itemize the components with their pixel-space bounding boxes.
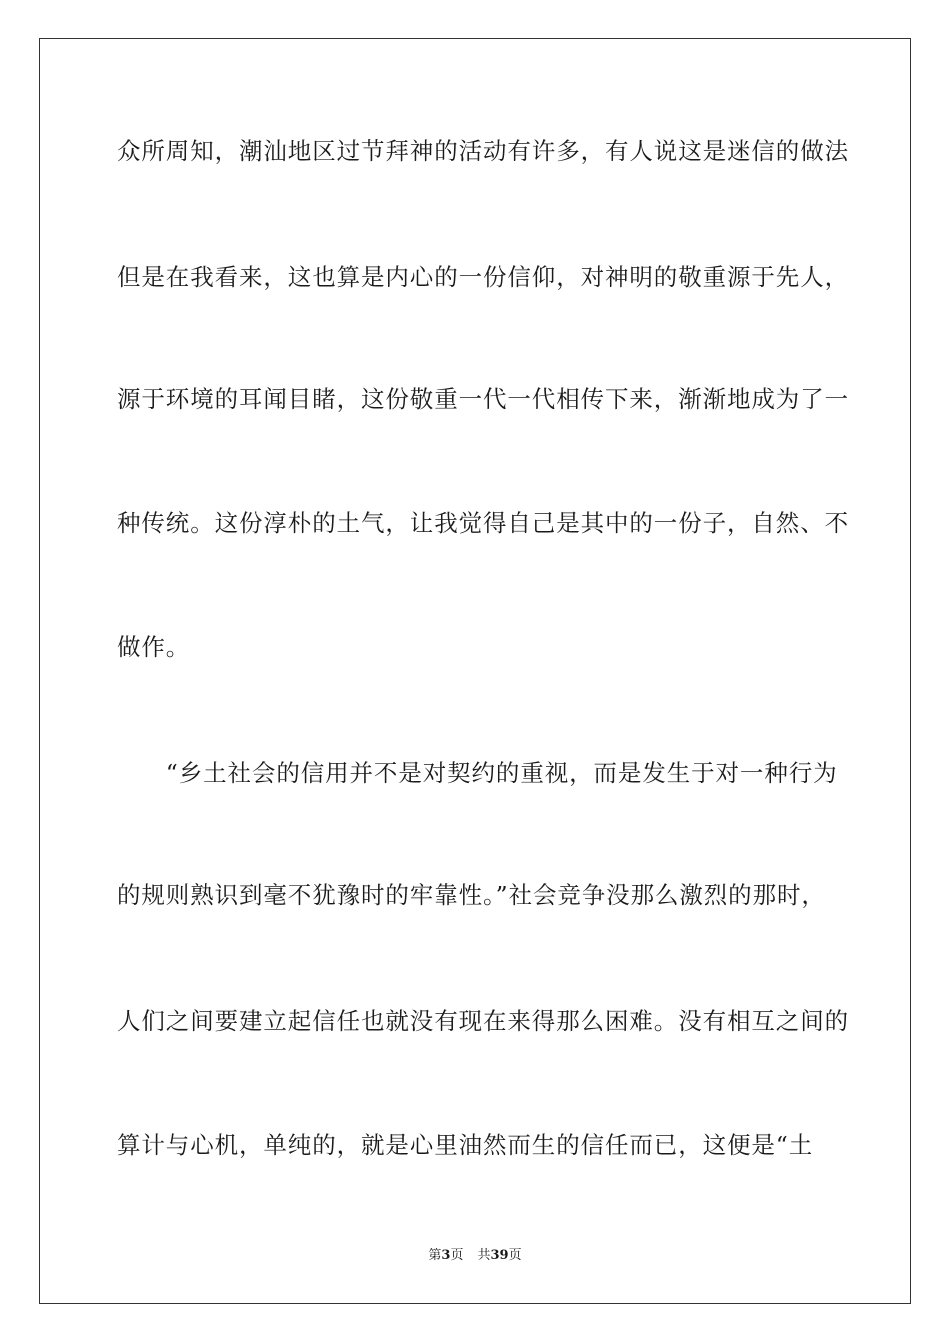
text-line: 做作。 <box>117 633 191 661</box>
page-number: 3 <box>441 1248 451 1263</box>
text-line: 算计与心机，单纯的，就是心里油然而生的信任而已，这便是“土 <box>117 1131 814 1159</box>
page-prefix: 第 <box>428 1248 442 1263</box>
total-prefix: 共 <box>477 1248 491 1263</box>
text-line: “乡土社会的信用并不是对契约的重视，而是发生于对一种行为 <box>117 759 838 787</box>
total-suffix: 页 <box>508 1248 522 1263</box>
text-line: 的规则熟识到毫不犹豫时的牢靠性。”社会竞争没那么激烈的那时， <box>117 881 826 909</box>
page-footer <box>0 1247 950 1265</box>
text-line: 但是在我看来，这也算是内心的一份信仰，对神明的敬重源于先人， <box>117 263 849 291</box>
text-line: 种传统。这份淳朴的土气，让我觉得自己是其中的一份子，自然、不 <box>117 509 849 537</box>
text-line: 人们之间要建立起信任也就没有现在来得那么困难。没有相互之间的 <box>117 1007 849 1035</box>
text-line: 源于环境的耳闻目睹，这份敬重一代一代相传下来，渐渐地成为了一 <box>117 385 849 413</box>
text-line: 众所周知，潮汕地区过节拜神的活动有许多，有人说这是迷信的做法 <box>117 137 849 165</box>
total-pages: 39 <box>490 1248 509 1263</box>
page-suffix: 页 <box>450 1248 464 1263</box>
page-frame <box>39 38 911 1304</box>
